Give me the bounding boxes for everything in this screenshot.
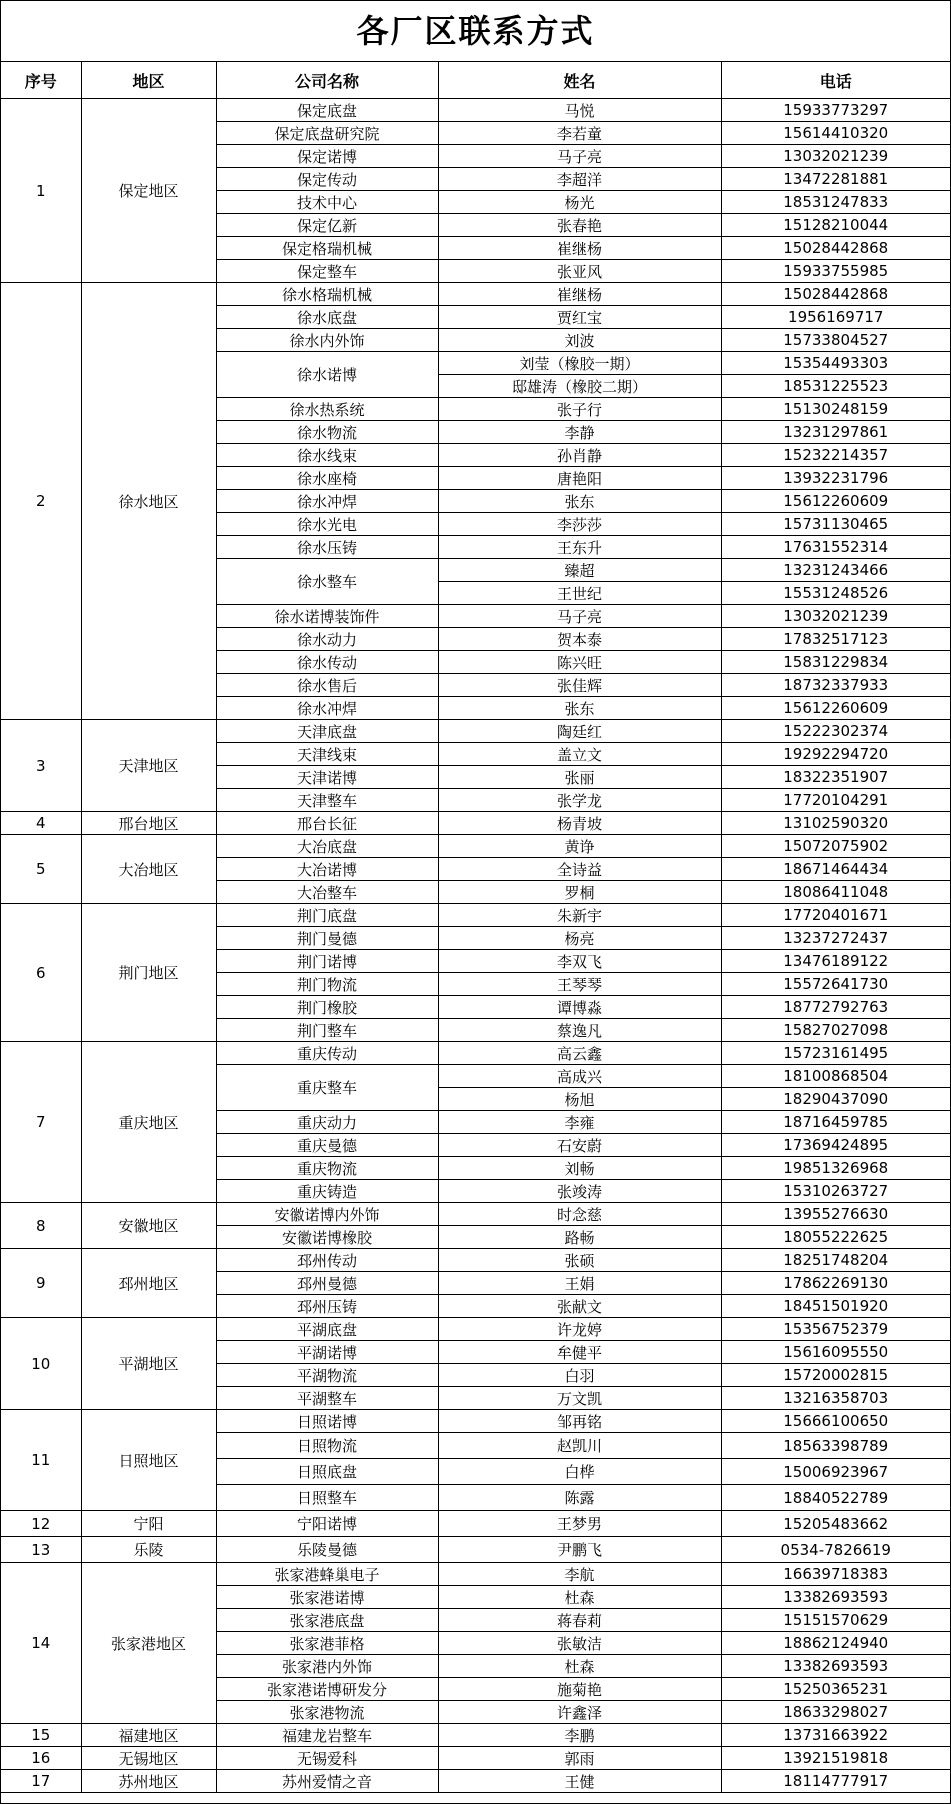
contact-person: 罗桐 [438, 881, 721, 904]
company-name: 徐水压铸 [216, 536, 438, 559]
contact-phone: 18531247833 [721, 191, 950, 214]
region-number: 15 [1, 1724, 81, 1747]
region-area: 日照地区 [81, 1410, 216, 1511]
company-name: 大冶整车 [216, 881, 438, 904]
company-name: 保定传动 [216, 168, 438, 191]
contact-phone: 13476189122 [721, 950, 950, 973]
contact-phone: 15006923967 [721, 1459, 950, 1485]
company-name: 徐水诺博装饰件 [216, 605, 438, 628]
company-name: 苏州爱情之音 [216, 1770, 438, 1793]
contact-person: 蒋春莉 [438, 1609, 721, 1632]
contact-phone: 13231297861 [721, 421, 950, 444]
table-row [1, 1537, 950, 1563]
company-name: 荆门曼德 [216, 927, 438, 950]
region-area: 邢台地区 [81, 812, 216, 835]
header-name: 姓名 [438, 62, 721, 99]
contact-phone: 15666100650 [721, 1410, 950, 1433]
contact-phone: 15616095550 [721, 1341, 950, 1364]
company-name: 日照整车 [216, 1485, 438, 1511]
contact-person: 张硕 [438, 1249, 721, 1272]
contact-phone: 18862124940 [721, 1632, 950, 1655]
contact-person: 杨光 [438, 191, 721, 214]
contact-person: 全诗益 [438, 858, 721, 881]
region-area: 张家港地区 [81, 1563, 216, 1724]
region-number: 14 [1, 1563, 81, 1724]
contact-phone: 15720002815 [721, 1364, 950, 1387]
company-name: 无锡爱科 [216, 1747, 438, 1770]
contact-person: 刘莹（橡胶一期） [438, 352, 721, 375]
region-area: 邳州地区 [81, 1249, 216, 1318]
company-name: 平湖物流 [216, 1364, 438, 1387]
contact-phone: 18451501920 [721, 1295, 950, 1318]
contact-person: 牟健平 [438, 1341, 721, 1364]
contact-phone: 15205483662 [721, 1511, 950, 1537]
contact-phone: 18633298027 [721, 1701, 950, 1724]
contact-phone: 13731663922 [721, 1724, 950, 1747]
company-name: 宁阳诺博 [216, 1511, 438, 1537]
contact-person: 贾红宝 [438, 306, 721, 329]
contact-phone: 15612260609 [721, 697, 950, 720]
table-row [1, 1563, 950, 1586]
company-name: 平湖整车 [216, 1387, 438, 1410]
company-name: 徐水售后 [216, 674, 438, 697]
region-area: 徐水地区 [81, 283, 216, 720]
contact-person: 李莎莎 [438, 513, 721, 536]
contact-phone: 15572641730 [721, 973, 950, 996]
contact-person: 崔继杨 [438, 237, 721, 260]
company-name: 张家港诺博 [216, 1586, 438, 1609]
company-name: 张家港蜂巢电子 [216, 1563, 438, 1586]
company-name: 日照物流 [216, 1433, 438, 1459]
company-name: 徐水物流 [216, 421, 438, 444]
company-name: 福建龙岩整车 [216, 1724, 438, 1747]
contact-person: 马子亮 [438, 605, 721, 628]
contact-phone: 15831229834 [721, 651, 950, 674]
company-name: 徐水内外饰 [216, 329, 438, 352]
contact-phone: 15028442868 [721, 283, 950, 306]
contact-person: 杜森 [438, 1586, 721, 1609]
table-row [1, 1770, 950, 1793]
company-name: 邳州曼德 [216, 1272, 438, 1295]
region-area: 安徽地区 [81, 1203, 216, 1249]
contact-phone: 18531225523 [721, 375, 950, 398]
contact-phone: 18290437090 [721, 1088, 950, 1111]
table-row [1, 835, 950, 858]
header-no: 序号 [1, 62, 81, 99]
table-row [1, 720, 950, 743]
contact-phone: 13032021239 [721, 605, 950, 628]
contact-phone: 15356752379 [721, 1318, 950, 1341]
contact-phone: 13382693593 [721, 1655, 950, 1678]
region-area: 重庆地区 [81, 1042, 216, 1203]
company-name: 邳州压铸 [216, 1295, 438, 1318]
company-name: 乐陵曼德 [216, 1537, 438, 1563]
contact-phone: 15612260609 [721, 490, 950, 513]
contact-phone: 18716459785 [721, 1111, 950, 1134]
region-number: 13 [1, 1537, 81, 1563]
contact-phone: 15733804527 [721, 329, 950, 352]
contact-phone: 13102590320 [721, 812, 950, 835]
company-name: 张家港内外饰 [216, 1655, 438, 1678]
contact-phone: 13237272437 [721, 927, 950, 950]
contact-person: 李雍 [438, 1111, 721, 1134]
contact-person: 高成兴 [438, 1065, 721, 1088]
contact-person: 贺本泰 [438, 628, 721, 651]
region-number: 3 [1, 720, 81, 812]
contact-person: 时念慈 [438, 1203, 721, 1226]
table-row [1, 1511, 950, 1537]
contact-phone: 17369424895 [721, 1134, 950, 1157]
company-name: 保定格瑞机械 [216, 237, 438, 260]
contact-person: 张亚风 [438, 260, 721, 283]
contact-person: 王琴琴 [438, 973, 721, 996]
company-name: 重庆物流 [216, 1157, 438, 1180]
contact-person: 王世纪 [438, 582, 721, 605]
region-number: 12 [1, 1511, 81, 1537]
region-area: 苏州地区 [81, 1770, 216, 1793]
contact-person: 王娟 [438, 1272, 721, 1295]
contact-person: 张东 [438, 490, 721, 513]
company-name: 日照底盘 [216, 1459, 438, 1485]
contact-phone: 19851326968 [721, 1157, 950, 1180]
contact-phone: 13032021239 [721, 145, 950, 168]
table-row [1, 1410, 950, 1433]
contact-phone: 15614410320 [721, 122, 950, 145]
company-name: 徐水冲焊 [216, 697, 438, 720]
company-name: 荆门橡胶 [216, 996, 438, 1019]
contact-phone: 15151570629 [721, 1609, 950, 1632]
region-number: 16 [1, 1747, 81, 1770]
table-body [1, 99, 950, 1793]
contact-phone: 15731130465 [721, 513, 950, 536]
company-name: 徐水整车 [216, 559, 438, 605]
contact-person: 白桦 [438, 1459, 721, 1485]
company-name: 徐水动力 [216, 628, 438, 651]
company-name: 荆门底盘 [216, 904, 438, 927]
contact-person: 张东 [438, 697, 721, 720]
contact-person: 李超洋 [438, 168, 721, 191]
region-number: 17 [1, 1770, 81, 1793]
contact-phone: 18772792763 [721, 996, 950, 1019]
region-area: 宁阳 [81, 1511, 216, 1537]
contact-phone: 18732337933 [721, 674, 950, 697]
contact-person: 白羽 [438, 1364, 721, 1387]
company-name: 重庆动力 [216, 1111, 438, 1134]
contact-phone: 18114777917 [721, 1770, 950, 1793]
company-name: 重庆曼德 [216, 1134, 438, 1157]
contact-person: 王健 [438, 1770, 721, 1793]
company-name: 天津整车 [216, 789, 438, 812]
contact-person: 王东升 [438, 536, 721, 559]
contact-phone: 15128210044 [721, 214, 950, 237]
contact-person: 张学龙 [438, 789, 721, 812]
page-title: 各厂区联系方式 [1, 1, 950, 62]
table-row [1, 812, 950, 835]
contact-person: 石安蔚 [438, 1134, 721, 1157]
company-name: 安徽诺博内外饰 [216, 1203, 438, 1226]
contact-person: 谭博淼 [438, 996, 721, 1019]
company-name: 重庆整车 [216, 1065, 438, 1111]
company-name: 邳州传动 [216, 1249, 438, 1272]
contact-phone: 18563398789 [721, 1433, 950, 1459]
contact-phone: 15310263727 [721, 1180, 950, 1203]
contact-phone: 17720104291 [721, 789, 950, 812]
contact-phone: 15222302374 [721, 720, 950, 743]
table-row [1, 1042, 950, 1065]
company-name: 安徽诺博橡胶 [216, 1226, 438, 1249]
region-area: 保定地区 [81, 99, 216, 283]
contact-phone: 17832517123 [721, 628, 950, 651]
region-number: 1 [1, 99, 81, 283]
contact-person: 朱新宇 [438, 904, 721, 927]
contact-person: 尹鹏飞 [438, 1537, 721, 1563]
region-number: 2 [1, 283, 81, 720]
company-name: 徐水传动 [216, 651, 438, 674]
contact-phone: 15723161495 [721, 1042, 950, 1065]
contact-phone: 15827027098 [721, 1019, 950, 1042]
company-name: 徐水冲焊 [216, 490, 438, 513]
contact-person: 黄诤 [438, 835, 721, 858]
contact-person: 高云鑫 [438, 1042, 721, 1065]
contact-phone: 15531248526 [721, 582, 950, 605]
region-number: 7 [1, 1042, 81, 1203]
company-name: 徐水底盘 [216, 306, 438, 329]
contact-phone: 17862269130 [721, 1272, 950, 1295]
contact-person: 张敏洁 [438, 1632, 721, 1655]
region-area: 平湖地区 [81, 1318, 216, 1410]
company-name: 保定底盘研究院 [216, 122, 438, 145]
contact-phone: 18055222625 [721, 1226, 950, 1249]
company-name: 平湖诺博 [216, 1341, 438, 1364]
contact-person: 陶廷红 [438, 720, 721, 743]
company-name: 邢台长征 [216, 812, 438, 835]
company-name: 徐水光电 [216, 513, 438, 536]
table-row [1, 283, 950, 306]
contact-table [1, 62, 950, 1793]
contact-person: 杨亮 [438, 927, 721, 950]
contact-phone: 1956169717 [721, 306, 950, 329]
company-name: 徐水热系统 [216, 398, 438, 421]
company-name: 保定亿新 [216, 214, 438, 237]
company-name: 徐水诺博 [216, 352, 438, 398]
company-name: 张家港菲格 [216, 1632, 438, 1655]
contact-phone: 13932231796 [721, 467, 950, 490]
contact-phone: 15250365231 [721, 1678, 950, 1701]
contact-person: 张子行 [438, 398, 721, 421]
contact-phone: 18322351907 [721, 766, 950, 789]
company-name: 大冶诺博 [216, 858, 438, 881]
contact-person: 李鹏 [438, 1724, 721, 1747]
company-name: 保定底盘 [216, 99, 438, 122]
company-name: 平湖底盘 [216, 1318, 438, 1341]
contact-phone: 18671464434 [721, 858, 950, 881]
contact-phone: 13472281881 [721, 168, 950, 191]
contact-phone: 15933755985 [721, 260, 950, 283]
contact-phone: 19292294720 [721, 743, 950, 766]
contact-phone: 18100868504 [721, 1065, 950, 1088]
contact-person: 蔡逸凡 [438, 1019, 721, 1042]
contact-person: 许龙婷 [438, 1318, 721, 1341]
region-area: 天津地区 [81, 720, 216, 812]
region-area: 荆门地区 [81, 904, 216, 1042]
contact-phone: 15028442868 [721, 237, 950, 260]
region-number: 8 [1, 1203, 81, 1249]
contact-person: 李航 [438, 1563, 721, 1586]
company-name: 重庆铸造 [216, 1180, 438, 1203]
company-name: 保定整车 [216, 260, 438, 283]
table-row [1, 1747, 950, 1770]
contact-phone: 13382693593 [721, 1586, 950, 1609]
header-area: 地区 [81, 62, 216, 99]
company-name: 大冶底盘 [216, 835, 438, 858]
contact-phone: 13921519818 [721, 1747, 950, 1770]
contact-person: 杜森 [438, 1655, 721, 1678]
company-name: 徐水座椅 [216, 467, 438, 490]
contact-person: 崔继杨 [438, 283, 721, 306]
contact-person: 张春艳 [438, 214, 721, 237]
contact-person: 张献文 [438, 1295, 721, 1318]
region-number: 11 [1, 1410, 81, 1511]
contact-person: 杨青坡 [438, 812, 721, 835]
contact-phone: 15232214357 [721, 444, 950, 467]
company-name: 徐水格瑞机械 [216, 283, 438, 306]
contact-person: 唐艳阳 [438, 467, 721, 490]
company-name: 张家港物流 [216, 1701, 438, 1724]
contact-phone: 17720401671 [721, 904, 950, 927]
contact-phone: 15933773297 [721, 99, 950, 122]
region-area: 福建地区 [81, 1724, 216, 1747]
contact-person: 马子亮 [438, 145, 721, 168]
region-number: 5 [1, 835, 81, 904]
company-name: 张家港诺博研发分 [216, 1678, 438, 1701]
contact-person: 张丽 [438, 766, 721, 789]
company-name: 重庆传动 [216, 1042, 438, 1065]
contact-person: 陈兴旺 [438, 651, 721, 674]
contact-phone: 13231243466 [721, 559, 950, 582]
contact-person: 陈露 [438, 1485, 721, 1511]
company-name: 荆门诺博 [216, 950, 438, 973]
region-area: 无锡地区 [81, 1747, 216, 1770]
contact-person: 孙肖静 [438, 444, 721, 467]
table-row [1, 904, 950, 927]
contact-person: 臻超 [438, 559, 721, 582]
contact-person: 郭雨 [438, 1747, 721, 1770]
contact-person: 盖立文 [438, 743, 721, 766]
region-area: 大冶地区 [81, 835, 216, 904]
region-number: 6 [1, 904, 81, 1042]
contact-phone: 18251748204 [721, 1249, 950, 1272]
contact-person: 张佳辉 [438, 674, 721, 697]
contact-phone: 13955276630 [721, 1203, 950, 1226]
region-area: 乐陵 [81, 1537, 216, 1563]
company-name: 天津底盘 [216, 720, 438, 743]
table-row [1, 99, 950, 122]
contact-person: 刘波 [438, 329, 721, 352]
contact-person: 邸雄涛（橡胶二期） [438, 375, 721, 398]
company-name: 徐水线束 [216, 444, 438, 467]
contact-person: 刘畅 [438, 1157, 721, 1180]
contact-person: 马悦 [438, 99, 721, 122]
company-name: 日照诺博 [216, 1410, 438, 1433]
company-name: 天津线束 [216, 743, 438, 766]
contact-phone: 17631552314 [721, 536, 950, 559]
contact-person: 施菊艳 [438, 1678, 721, 1701]
region-number: 10 [1, 1318, 81, 1410]
header-company: 公司名称 [216, 62, 438, 99]
contact-phone: 15354493303 [721, 352, 950, 375]
contact-phone: 18086411048 [721, 881, 950, 904]
contact-person: 杨旭 [438, 1088, 721, 1111]
company-name: 保定诺博 [216, 145, 438, 168]
table-row [1, 1318, 950, 1341]
company-name: 荆门物流 [216, 973, 438, 996]
table-row [1, 1203, 950, 1226]
contact-person: 李静 [438, 421, 721, 444]
contact-phone: 15130248159 [721, 398, 950, 421]
contact-person: 赵凯川 [438, 1433, 721, 1459]
contact-phone: 13216358703 [721, 1387, 950, 1410]
contact-person: 李双飞 [438, 950, 721, 973]
contact-person: 许鑫泽 [438, 1701, 721, 1724]
table-row [1, 1724, 950, 1747]
contact-phone: 16639718383 [721, 1563, 950, 1586]
contact-phone: 15072075902 [721, 835, 950, 858]
contact-person: 邹再铭 [438, 1410, 721, 1433]
company-name: 天津诺博 [216, 766, 438, 789]
contact-person: 李若童 [438, 122, 721, 145]
region-number: 9 [1, 1249, 81, 1318]
contact-phone: 18840522789 [721, 1485, 950, 1511]
company-name: 技术中心 [216, 191, 438, 214]
table-row [1, 1249, 950, 1272]
contact-person: 路畅 [438, 1226, 721, 1249]
header-phone: 电话 [721, 62, 950, 99]
company-name: 张家港底盘 [216, 1609, 438, 1632]
contact-person: 万文凯 [438, 1387, 721, 1410]
region-number: 4 [1, 812, 81, 835]
contact-person: 张竣涛 [438, 1180, 721, 1203]
contact-phone: 0534-7826619 [721, 1537, 950, 1563]
contact-person: 王梦男 [438, 1511, 721, 1537]
company-name: 荆门整车 [216, 1019, 438, 1042]
